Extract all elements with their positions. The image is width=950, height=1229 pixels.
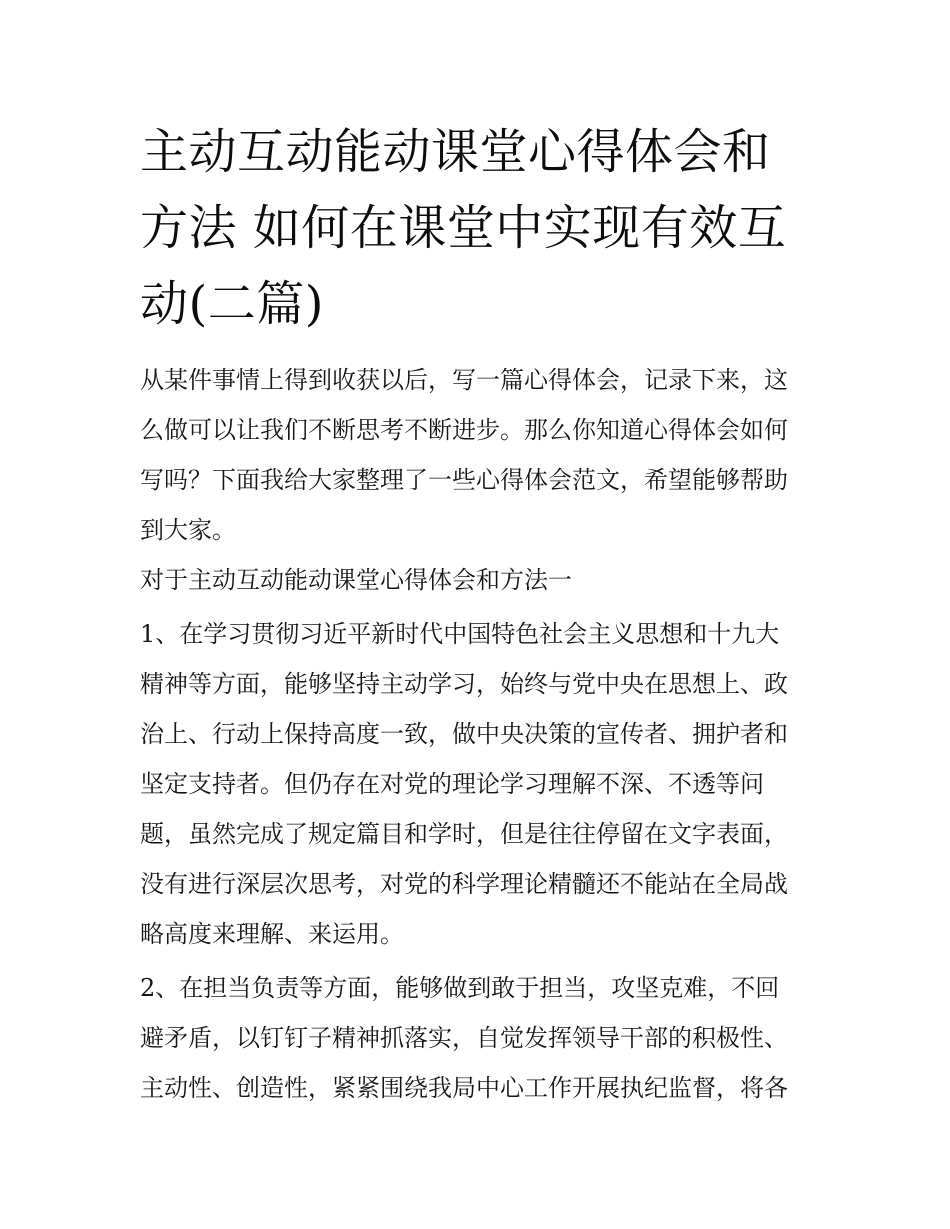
- point1-line-1: 1、在学习贯彻习近平新时代中国特色社会主义思想和十九大: [140, 620, 780, 648]
- intro-line-4: 到大家。: [140, 516, 236, 544]
- title-line-1: 主动互动能动课堂心得体会和: [140, 124, 771, 180]
- point1-line-3: 治上、行动上保持高度一致，做中央决策的宣传者、拥护者和: [140, 720, 788, 748]
- intro-line-2: 么做可以让我们不断思考不断进步。那么你知道心得体会如何: [140, 416, 788, 444]
- intro-line-1: 从某件事情上得到收获以后，写一篇心得体会，记录下来，这: [140, 366, 788, 394]
- title-line-2: 方法 如何在课堂中实现有效互: [140, 200, 787, 256]
- point2-line-3: 主动性、创造性，紧紧围绕我局中心工作开展执纪监督，将各: [140, 1074, 788, 1102]
- point1-line-2: 精神等方面，能够坚持主动学习，始终与党中央在思想上、政: [140, 670, 788, 698]
- section-heading: 对于主动互动能动课堂心得体会和方法一: [140, 566, 572, 594]
- point2-line-1: 2、在担当负责等方面，能够做到敢于担当，攻坚克难，不回: [140, 974, 780, 1002]
- point1-line-6: 没有进行深层次思考，对党的科学理论精髓还不能站在全局战: [140, 870, 788, 898]
- point2-line-2: 避矛盾，以钉钉子精神抓落实，自觉发挥领导干部的积极性、: [140, 1024, 788, 1052]
- point1-line-5: 题，虽然完成了规定篇目和学时，但是往往停留在文字表面，: [140, 820, 788, 848]
- point1-line-7: 略高度来理解、来运用。: [140, 920, 404, 948]
- point1-line-4: 坚定支持者。但仍存在对党的理论学习理解不深、不透等问: [140, 770, 764, 798]
- intro-line-3: 写吗？下面我给大家整理了一些心得体会范文，希望能够帮助: [140, 466, 788, 494]
- title-line-3: 动(二篇): [140, 276, 324, 332]
